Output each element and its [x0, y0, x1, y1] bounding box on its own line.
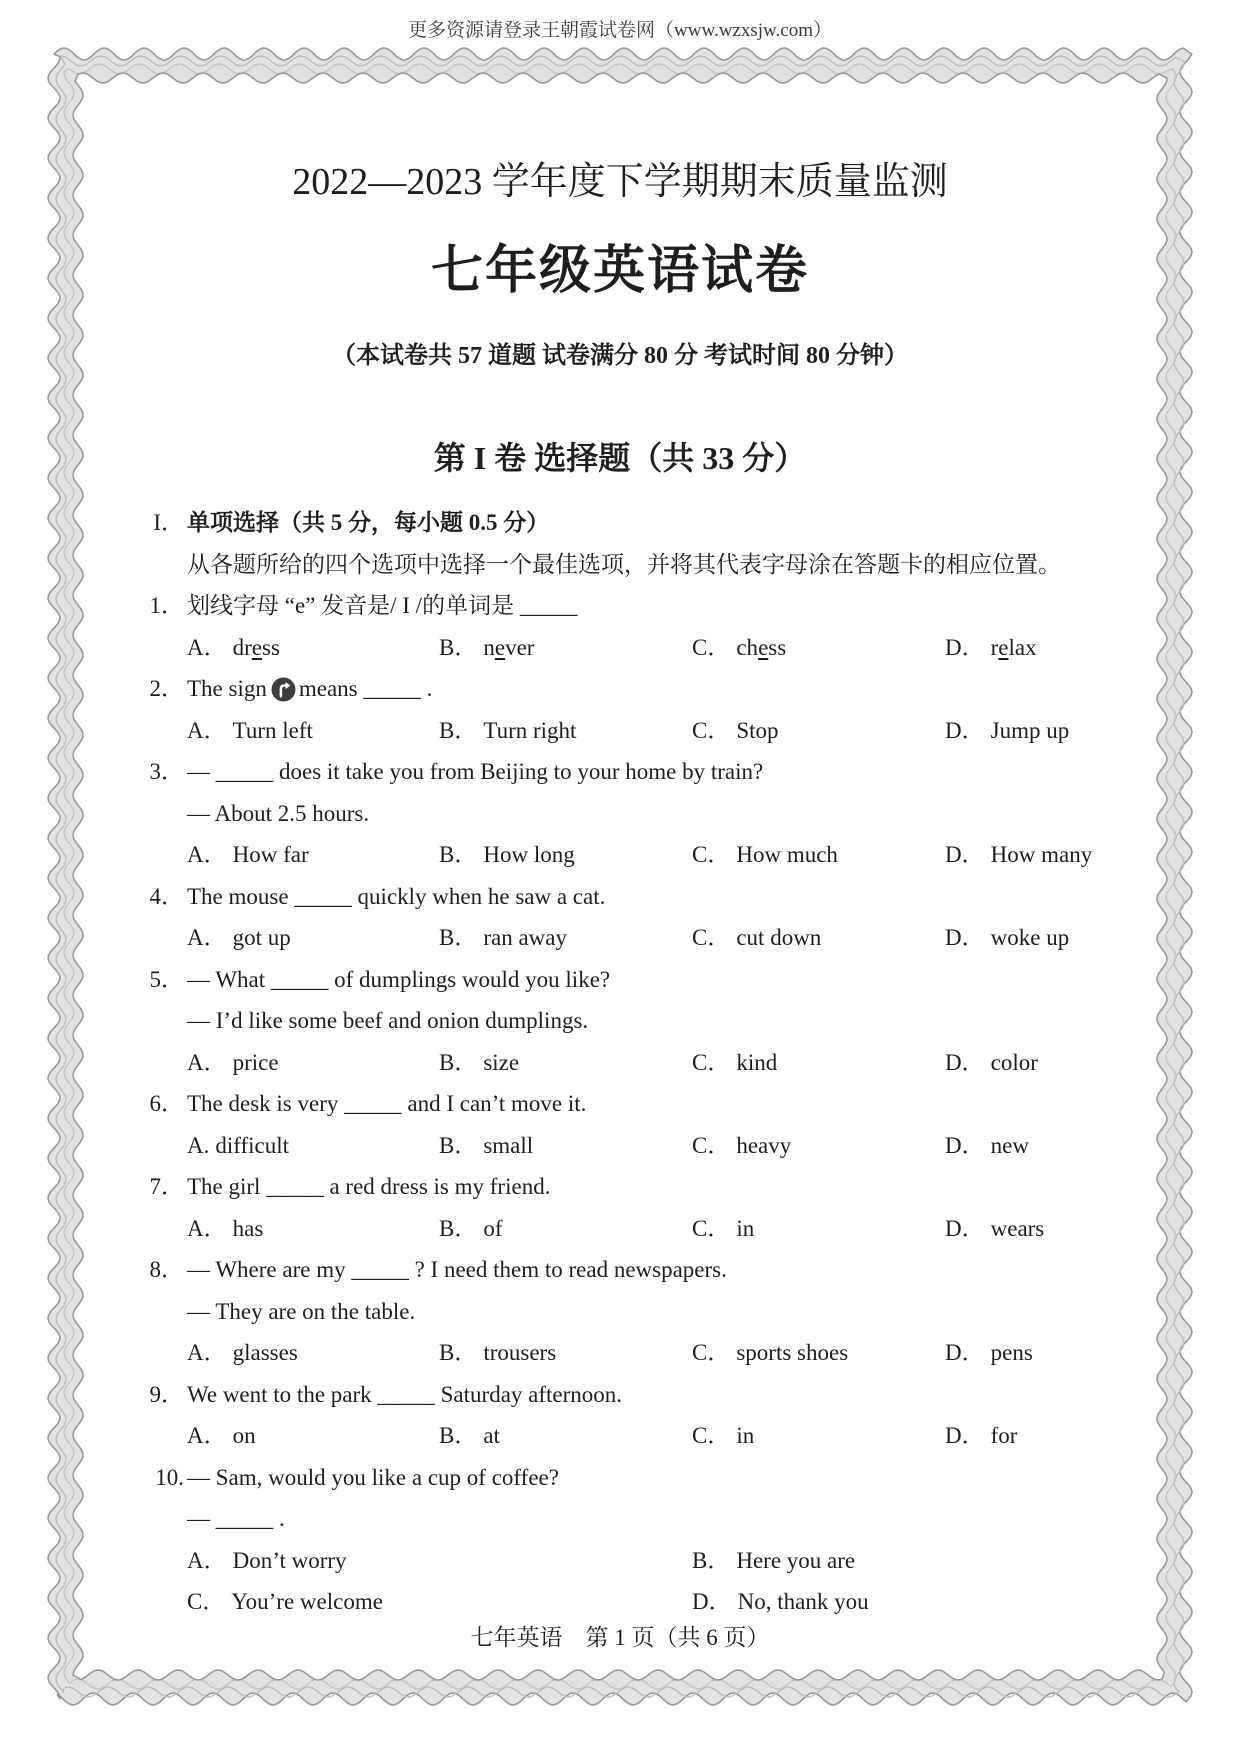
section-number: I． [153, 510, 184, 535]
option-label: B． [439, 1132, 478, 1158]
option-text: How far [232, 842, 309, 867]
option-label: C． [692, 925, 731, 950]
option-label: B． [439, 842, 478, 867]
question-2-option-d [945, 710, 1069, 752]
question-10-reply: — _____ . [187, 1506, 285, 1531]
option-label: D． [692, 1589, 732, 1614]
question-3-stem-line [0, 751, 1240, 793]
question-7-options [0, 1208, 1240, 1250]
option-text: Turn right [483, 717, 577, 743]
option-text: You’re welcome [231, 1589, 383, 1614]
option-text: small [483, 1132, 534, 1158]
question-10-options-row-1 [0, 1540, 1240, 1582]
question-5-reply-line [0, 1000, 1240, 1042]
turn-right-sign-icon [271, 677, 296, 702]
question-6-stem: The desk is very _____ and I can’t move it. [187, 1091, 587, 1116]
question-10-number: 10. [155, 1464, 184, 1490]
question-9-option-d [945, 1415, 1017, 1457]
option-text: heavy [736, 1132, 792, 1158]
question-4-option-a [187, 917, 291, 959]
option-text: woke up [990, 925, 1070, 950]
option-label: C． [187, 1589, 226, 1614]
question-6-option-a [187, 1125, 289, 1167]
option-label: A． [187, 925, 227, 950]
option-text: got up [232, 925, 291, 950]
option-label: C． [692, 842, 731, 867]
question-2-stem-line [0, 668, 1240, 710]
question-10-option-d [692, 1581, 869, 1623]
question-5-number: 5． [149, 966, 184, 992]
option-text: in [736, 1215, 755, 1241]
option-label: B． [439, 1423, 478, 1448]
option-label: D． [945, 717, 985, 743]
question-5-option-d [945, 1042, 1038, 1084]
option-label: A． [187, 1423, 227, 1448]
option-label: D． [945, 1132, 985, 1158]
question-9-stem: We went to the park _____ Saturday afternoon. [187, 1381, 623, 1407]
option-text: How many [990, 842, 1093, 867]
exam-title: 七年级英语试卷 [430, 243, 809, 300]
question-7-option-d [945, 1208, 1044, 1250]
question-6-option-b [439, 1125, 533, 1167]
question-9-number: 9． [149, 1381, 184, 1407]
question-3-option-b [439, 834, 575, 876]
question-5-options [0, 1042, 1240, 1084]
option-text: How long [483, 842, 575, 867]
question-9-stem-line [0, 1374, 1240, 1416]
option-label: D． [945, 842, 985, 867]
question-1-stem-line [0, 585, 1240, 627]
question-4-option-d [945, 917, 1069, 959]
question-6-options [0, 1125, 1240, 1167]
option-text: size [483, 1049, 520, 1075]
option-label: B． [439, 634, 478, 660]
option-text: Stop [736, 717, 779, 743]
question-9-option-a [187, 1415, 256, 1457]
option-label: D． [945, 1340, 985, 1365]
question-5-option-a [187, 1042, 279, 1084]
option-label: D． [945, 925, 985, 950]
question-1-number: 1． [149, 593, 184, 618]
question-2-option-a [187, 710, 313, 752]
question-2-number: 2． [149, 676, 184, 701]
option-label: A． [187, 842, 227, 867]
option-label: C． [692, 1132, 731, 1158]
question-4-stem-line [0, 876, 1240, 918]
question-2-stem-after: means _____ . [298, 676, 433, 701]
question-5-stem-line [0, 959, 1240, 1001]
question-8-reply: — They are on the table. [187, 1298, 416, 1324]
option-label: C． [692, 634, 731, 660]
question-7-stem-line [0, 1166, 1240, 1208]
option-text-end: ver [505, 634, 535, 660]
section-title: 单项选择（共 5 分，每小题 0.5 分） [187, 510, 550, 535]
option-text: price [232, 1049, 279, 1075]
question-list [0, 502, 1240, 1623]
question-7-option-b [439, 1208, 503, 1250]
question-4-number: 4． [149, 883, 184, 909]
question-5-option-b [439, 1042, 519, 1084]
option-label: D． [945, 1049, 985, 1075]
option-label: D． [945, 1215, 985, 1241]
question-10-stem: — Sam, would you like a cup of coffee? [187, 1464, 559, 1490]
question-3-number: 3． [149, 759, 184, 784]
option-text: on [232, 1423, 256, 1448]
part-heading: 第 I 卷 选择题（共 33 分） [433, 440, 807, 476]
term-title: 2022—2023 学年度下学期期末质量监测 [292, 161, 948, 203]
question-2-option-b [439, 710, 576, 752]
option-text: Turn left [232, 717, 313, 743]
question-9-option-c [692, 1415, 754, 1457]
question-3-reply-line [0, 793, 1240, 835]
option-text: for [990, 1423, 1018, 1448]
section-heading [0, 502, 1240, 544]
question-8-reply-line [0, 1291, 1240, 1333]
question-3-options [0, 834, 1240, 876]
question-3-stem: — _____ does it take you from Beijing to your home by train? [187, 759, 764, 784]
option-text: cut down [736, 925, 822, 950]
option-label: B． [439, 717, 478, 743]
option-label: B． [439, 1049, 478, 1075]
question-2-option-c [692, 710, 779, 752]
question-4-stem: The mouse _____ quickly when he saw a cat. [187, 883, 606, 909]
option-text: pens [990, 1340, 1033, 1365]
question-3-option-c [692, 834, 838, 876]
question-7-option-c [692, 1208, 754, 1250]
question-7-stem: The girl _____ a red dress is my friend. [187, 1174, 551, 1199]
option-text: at [483, 1423, 500, 1448]
option-underlined-letter: e [251, 634, 263, 660]
question-1-option-d [945, 627, 1037, 669]
question-2-stem [187, 668, 432, 710]
site-notice: 更多资源请登录王朝霞试卷网（www.wzxsjw.com） [408, 20, 832, 41]
question-7-number: 7． [149, 1174, 184, 1199]
option-text: new [990, 1132, 1029, 1158]
question-1-options [0, 627, 1240, 669]
option-text: has [232, 1215, 264, 1241]
option-text-start: ch [736, 634, 759, 660]
question-8-number: 8． [149, 1257, 184, 1282]
option-text: Here you are [736, 1547, 856, 1573]
option-underlined-letter: e [758, 634, 769, 660]
option-label: C． [692, 1215, 731, 1241]
question-10-option-c [187, 1581, 383, 1623]
question-8-stem: — Where are my _____ ? I need them to read newspapers. [187, 1257, 727, 1282]
section-instructions: 从各题所给的四个选项中选择一个最佳选项，并将其代表字母涂在答题卡的相应位置。 [187, 551, 1061, 577]
question-4-options [0, 917, 1240, 959]
section-instructions-line [0, 544, 1240, 586]
option-text-end: ss [768, 634, 787, 660]
option-text: color [990, 1049, 1038, 1075]
option-label: A． [187, 1547, 227, 1573]
option-label: C． [692, 1423, 731, 1448]
question-8-options [0, 1332, 1240, 1374]
question-8-option-c [692, 1332, 848, 1374]
option-label: D． [945, 634, 985, 660]
option-text-end: ss [262, 634, 280, 660]
question-4-option-b [439, 917, 567, 959]
option-text: How much [736, 842, 838, 867]
option-text-start: r [990, 634, 999, 660]
question-3-reply: — About 2.5 hours. [187, 800, 370, 826]
question-1-option-a [187, 627, 280, 669]
page-footer: 七年英语 第 1 页（共 6 页） [470, 1625, 770, 1650]
question-6-option-d [945, 1125, 1029, 1167]
option-label: A． [187, 1215, 227, 1241]
exam-info: （本试卷共 57 道题 试卷满分 80 分 考试时间 80 分钟） [332, 343, 908, 369]
option-text-start: n [483, 634, 495, 660]
option-label: B． [439, 1340, 478, 1365]
option-label: A． [187, 1049, 227, 1075]
question-10-options-row-2 [0, 1581, 1240, 1623]
question-8-option-d [945, 1332, 1033, 1374]
question-10-option-b [692, 1540, 855, 1582]
question-3-option-d [945, 834, 1092, 876]
option-label: A． [187, 717, 227, 743]
question-7-option-a [187, 1208, 263, 1250]
question-9-option-b [439, 1415, 500, 1457]
option-text: in [736, 1423, 755, 1448]
question-8-option-b [439, 1332, 556, 1374]
question-10-reply-line [0, 1498, 1240, 1540]
question-6-number: 6． [149, 1091, 184, 1116]
option-label: D． [945, 1423, 985, 1448]
option-text: of [483, 1215, 503, 1241]
question-2-options [0, 710, 1240, 752]
option-label: A． [187, 1340, 227, 1365]
option-text: wears [990, 1215, 1045, 1241]
question-9-options [0, 1415, 1240, 1457]
question-1-stem: 划线字母 “e” 发音是/ I /的单词是 _____ [187, 593, 578, 618]
option-text: No, thank you [737, 1589, 869, 1614]
question-8-option-a [187, 1332, 298, 1374]
option-label: A． [187, 634, 227, 660]
question-10-option-a [187, 1540, 347, 1582]
question-6-option-c [692, 1125, 791, 1167]
option-label: B． [439, 925, 478, 950]
option-text-end: lax [1008, 634, 1037, 660]
option-text: Jump up [990, 717, 1070, 743]
option-text: difficult [215, 1132, 290, 1158]
option-text: ran away [483, 925, 567, 950]
question-5-stem: — What _____ of dumplings would you like? [187, 966, 611, 992]
question-1-option-c [692, 627, 786, 669]
option-text: glasses [232, 1340, 298, 1365]
option-label: C． [692, 1340, 731, 1365]
option-text: trousers [483, 1340, 557, 1365]
question-8-stem-line [0, 1249, 1240, 1291]
option-text: sports shoes [736, 1340, 849, 1365]
question-4-option-c [692, 917, 821, 959]
option-text: Don’t worry [232, 1547, 347, 1573]
option-label: A. [187, 1132, 210, 1158]
question-10-stem-line [0, 1457, 1240, 1499]
option-label: B． [439, 1215, 478, 1241]
option-text: kind [736, 1049, 778, 1075]
question-3-option-a [187, 834, 309, 876]
question-6-stem-line [0, 1083, 1240, 1125]
option-label: C． [692, 1049, 731, 1075]
option-underlined-letter: e [998, 634, 1009, 660]
question-5-reply: — I’d like some beef and onion dumplings. [187, 1008, 589, 1033]
option-label: C． [692, 717, 731, 743]
question-1-option-b [439, 627, 534, 669]
question-5-option-c [692, 1042, 777, 1084]
option-label: B． [692, 1547, 731, 1573]
question-2-stem-before: The sign [187, 676, 267, 701]
option-text-start: dr [232, 634, 252, 660]
option-underlined-letter: e [494, 634, 506, 660]
